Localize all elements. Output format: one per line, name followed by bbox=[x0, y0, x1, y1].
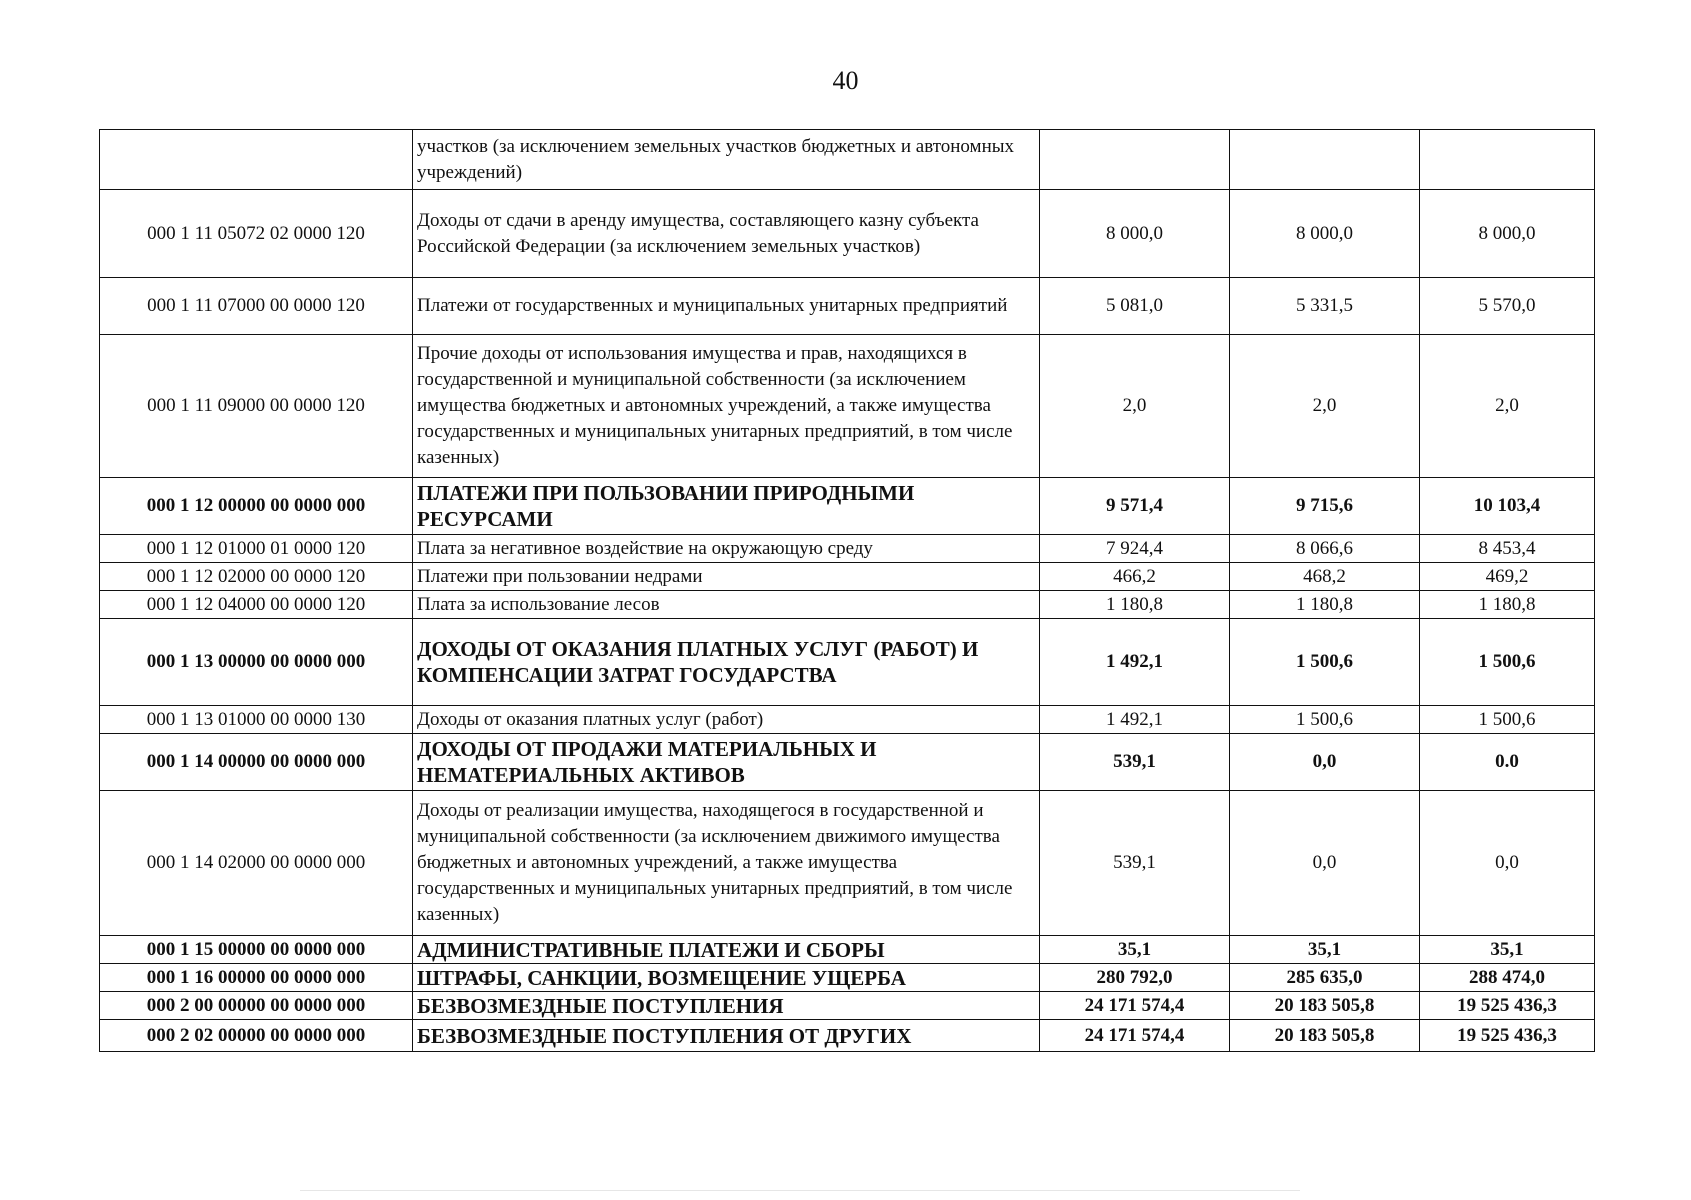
page-number: 40 bbox=[832, 66, 859, 95]
amount-year-3-cell: 19 525 436,3 bbox=[1420, 1020, 1595, 1052]
amount-year-1-cell: 539,1 bbox=[1040, 791, 1230, 936]
table-row bbox=[100, 992, 1595, 1020]
amount-year-2-cell: 1 500,6 bbox=[1230, 706, 1420, 734]
amount-year-1-cell: 9 571,4 bbox=[1040, 478, 1230, 535]
budget-code-cell: 000 1 12 01000 01 0000 120 bbox=[100, 535, 413, 563]
income-name-cell: БЕЗВОЗМЕЗДНЫЕ ПОСТУПЛЕНИЯ bbox=[413, 992, 1040, 1020]
amount-year-1-cell: 1 492,1 bbox=[1040, 619, 1230, 706]
table-row bbox=[100, 619, 1595, 706]
budget-code-cell: 000 1 12 04000 00 0000 120 bbox=[100, 591, 413, 619]
amount-year-2-cell: 20 183 505,8 bbox=[1230, 992, 1420, 1020]
amount-year-2-cell: 2,0 bbox=[1230, 335, 1420, 478]
income-name-cell: участков (за исключением земельных участков бюджетных и автономных учреждений) bbox=[413, 130, 1040, 190]
budget-code-cell: 000 1 14 00000 00 0000 000 bbox=[100, 734, 413, 791]
budget-code-cell: 000 1 12 00000 00 0000 000 bbox=[100, 478, 413, 535]
table-row bbox=[100, 190, 1595, 278]
table-row bbox=[100, 791, 1595, 936]
table-row bbox=[100, 563, 1595, 591]
income-name-cell: Платежи при пользовании недрами bbox=[413, 563, 1040, 591]
amount-year-3-cell: 19 525 436,3 bbox=[1420, 992, 1595, 1020]
table-row bbox=[100, 278, 1595, 335]
amount-year-3-cell: 0,0 bbox=[1420, 791, 1595, 936]
amount-year-3-cell: 5 570,0 bbox=[1420, 278, 1595, 335]
amount-year-3-cell: 10 103,4 bbox=[1420, 478, 1595, 535]
amount-year-1-cell: 1 180,8 bbox=[1040, 591, 1230, 619]
amount-year-3-cell: 1 500,6 bbox=[1420, 706, 1595, 734]
amount-year-3-cell: 1 180,8 bbox=[1420, 591, 1595, 619]
table-row bbox=[100, 335, 1595, 478]
amount-year-1-cell: 280 792,0 bbox=[1040, 964, 1230, 992]
amount-year-2-cell: 0,0 bbox=[1230, 734, 1420, 791]
amount-year-2-cell: 8 066,6 bbox=[1230, 535, 1420, 563]
amount-year-1-cell: 24 171 574,4 bbox=[1040, 992, 1230, 1020]
table-row bbox=[100, 535, 1595, 563]
amount-year-3-cell: 0.0 bbox=[1420, 734, 1595, 791]
amount-year-2-cell: 468,2 bbox=[1230, 563, 1420, 591]
income-name-cell: Прочие доходы от использования имущества и прав, находящихся в государственной и муниципальной собственности (за исключением имущества бюджетных и автономных учреждений, а также имущества государственных и муниципальных унитарных предприятий, в том числе казенных) bbox=[413, 335, 1040, 478]
table-row bbox=[100, 734, 1595, 791]
amount-year-1-cell: 2,0 bbox=[1040, 335, 1230, 478]
table-row bbox=[100, 591, 1595, 619]
amount-year-2-cell: 285 635,0 bbox=[1230, 964, 1420, 992]
budget-code-cell: 000 2 00 00000 00 0000 000 bbox=[100, 992, 413, 1020]
amount-year-3-cell: 8 453,4 bbox=[1420, 535, 1595, 563]
income-name-cell: Платежи от государственных и муниципальных унитарных предприятий bbox=[413, 278, 1040, 335]
amount-year-1-cell: 539,1 bbox=[1040, 734, 1230, 791]
amount-year-3-cell bbox=[1420, 130, 1595, 190]
table-row bbox=[100, 1020, 1595, 1052]
amount-year-3-cell: 8 000,0 bbox=[1420, 190, 1595, 278]
table-row bbox=[100, 964, 1595, 992]
budget-code-cell: 000 2 02 00000 00 0000 000 bbox=[100, 1020, 413, 1052]
amount-year-3-cell: 288 474,0 bbox=[1420, 964, 1595, 992]
scan-artifact-line bbox=[300, 1190, 1300, 1191]
amount-year-2-cell bbox=[1230, 130, 1420, 190]
amount-year-1-cell bbox=[1040, 130, 1230, 190]
table-row bbox=[100, 130, 1595, 190]
budget-code-cell: 000 1 13 01000 00 0000 130 bbox=[100, 706, 413, 734]
table-row bbox=[100, 936, 1595, 964]
amount-year-1-cell: 8 000,0 bbox=[1040, 190, 1230, 278]
budget-code-cell bbox=[100, 130, 413, 190]
amount-year-2-cell: 0,0 bbox=[1230, 791, 1420, 936]
income-name-cell: ДОХОДЫ ОТ ОКАЗАНИЯ ПЛАТНЫХ УСЛУГ (РАБОТ) И КОМПЕНСАЦИИ ЗАТРАТ ГОСУДАРСТВА bbox=[413, 619, 1040, 706]
budget-code-cell: 000 1 13 00000 00 0000 000 bbox=[100, 619, 413, 706]
amount-year-2-cell: 35,1 bbox=[1230, 936, 1420, 964]
amount-year-1-cell: 35,1 bbox=[1040, 936, 1230, 964]
budget-code-cell: 000 1 12 02000 00 0000 120 bbox=[100, 563, 413, 591]
amount-year-3-cell: 1 500,6 bbox=[1420, 619, 1595, 706]
income-name-cell: ДОХОДЫ ОТ ПРОДАЖИ МАТЕРИАЛЬНЫХ И НЕМАТЕРИАЛЬНЫХ АКТИВОВ bbox=[413, 734, 1040, 791]
budget-revenue-table bbox=[99, 129, 1595, 1052]
amount-year-2-cell: 20 183 505,8 bbox=[1230, 1020, 1420, 1052]
budget-code-cell: 000 1 11 09000 00 0000 120 bbox=[100, 335, 413, 478]
income-name-cell: Доходы от оказания платных услуг (работ) bbox=[413, 706, 1040, 734]
amount-year-3-cell: 469,2 bbox=[1420, 563, 1595, 591]
amount-year-3-cell: 35,1 bbox=[1420, 936, 1595, 964]
amount-year-2-cell: 5 331,5 bbox=[1230, 278, 1420, 335]
income-name-cell: Доходы от сдачи в аренду имущества, составляющего казну субъекта Российской Федерации (за исключением земельных участков) bbox=[413, 190, 1040, 278]
amount-year-2-cell: 1 180,8 bbox=[1230, 591, 1420, 619]
amount-year-1-cell: 24 171 574,4 bbox=[1040, 1020, 1230, 1052]
table-row bbox=[100, 478, 1595, 535]
income-name-cell: ПЛАТЕЖИ ПРИ ПОЛЬЗОВАНИИ ПРИРОДНЫМИ РЕСУРСАМИ bbox=[413, 478, 1040, 535]
income-name-cell: Доходы от реализации имущества, находящегося в государственной и муниципальной собственности (за исключением движимого имущества бюджетных и автономных учреждений, а также имущества государственных и муниципальных унитарных предприятий, в том числе казенных) bbox=[413, 791, 1040, 936]
budget-code-cell: 000 1 14 02000 00 0000 000 bbox=[100, 791, 413, 936]
income-name-cell: Плата за негативное воздействие на окружающую среду bbox=[413, 535, 1040, 563]
table-body bbox=[100, 130, 1595, 1052]
budget-code-cell: 000 1 15 00000 00 0000 000 bbox=[100, 936, 413, 964]
income-name-cell: АДМИНИСТРАТИВНЫЕ ПЛАТЕЖИ И СБОРЫ bbox=[413, 936, 1040, 964]
amount-year-2-cell: 9 715,6 bbox=[1230, 478, 1420, 535]
table-row bbox=[100, 706, 1595, 734]
amount-year-3-cell: 2,0 bbox=[1420, 335, 1595, 478]
amount-year-1-cell: 466,2 bbox=[1040, 563, 1230, 591]
income-name-cell: ШТРАФЫ, САНКЦИИ, ВОЗМЕЩЕНИЕ УЩЕРБА bbox=[413, 964, 1040, 992]
amount-year-1-cell: 5 081,0 bbox=[1040, 278, 1230, 335]
budget-code-cell: 000 1 11 07000 00 0000 120 bbox=[100, 278, 413, 335]
amount-year-2-cell: 1 500,6 bbox=[1230, 619, 1420, 706]
budget-code-cell: 000 1 16 00000 00 0000 000 bbox=[100, 964, 413, 992]
amount-year-2-cell: 8 000,0 bbox=[1230, 190, 1420, 278]
income-name-cell: Плата за использование лесов bbox=[413, 591, 1040, 619]
income-name-cell: БЕЗВОЗМЕЗДНЫЕ ПОСТУПЛЕНИЯ ОТ ДРУГИХ bbox=[413, 1020, 1040, 1052]
amount-year-1-cell: 1 492,1 bbox=[1040, 706, 1230, 734]
budget-code-cell: 000 1 11 05072 02 0000 120 bbox=[100, 190, 413, 278]
amount-year-1-cell: 7 924,4 bbox=[1040, 535, 1230, 563]
